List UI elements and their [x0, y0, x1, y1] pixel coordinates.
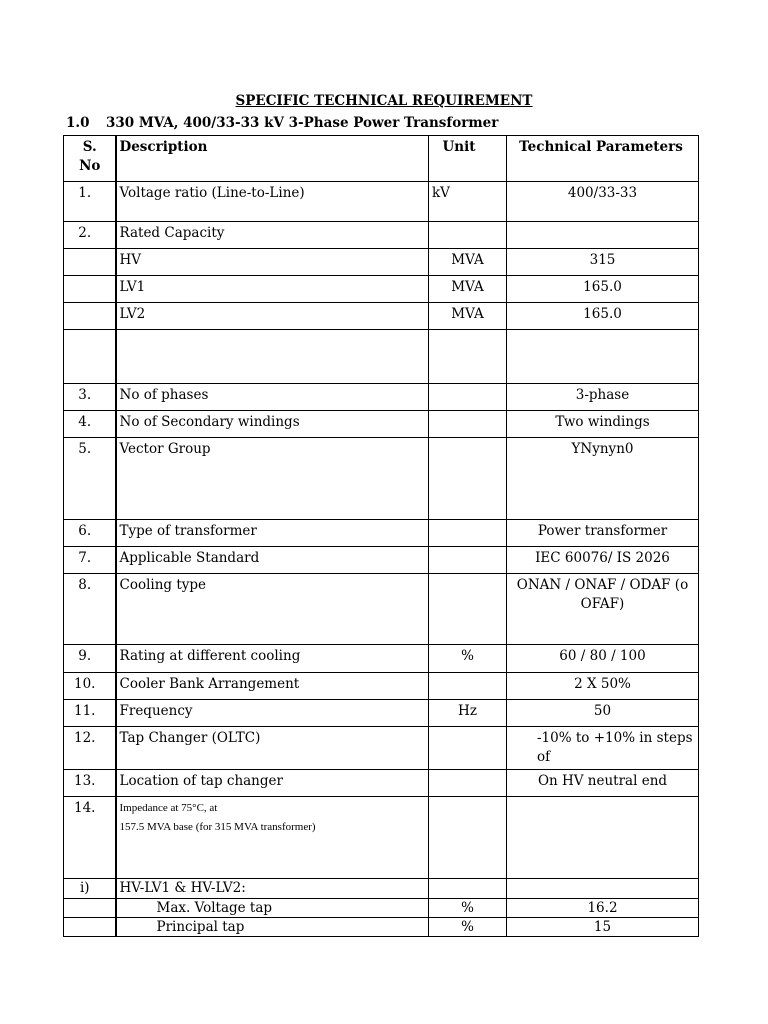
cell-value: 60 / 80 / 100 — [507, 645, 699, 673]
table-row — [64, 411, 699, 438]
cell-value: -10% to +10% in steps of — [507, 727, 699, 770]
cell-description: Location of tap changer — [116, 770, 429, 797]
cell-sno: 13. — [64, 770, 116, 797]
cell-value: IEC 60076/ IS 2026 — [507, 547, 699, 574]
cell-sno: 1. — [64, 182, 116, 222]
table-row — [64, 700, 699, 727]
cell-description: Applicable Standard — [116, 547, 429, 574]
table-header-row — [64, 136, 699, 182]
header-description: Description — [116, 136, 429, 182]
table-row — [64, 574, 699, 645]
cell-sno: 14. — [64, 797, 116, 879]
header-unit: Unit — [429, 136, 507, 182]
cell-value — [507, 797, 699, 879]
cell-description: LV2 — [116, 303, 429, 330]
document-title: SPECIFIC TECHNICAL REQUIREMENT — [235, 93, 533, 109]
cell-description: Cooling type — [116, 574, 429, 645]
cell-value: 50 — [507, 700, 699, 727]
cell-sno — [64, 249, 116, 276]
cell-sno: 10. — [64, 673, 116, 700]
cell-description: Rated Capacity — [116, 222, 429, 249]
cell-value: 15 — [507, 918, 699, 937]
cell-description: Max. Voltage tap — [116, 899, 429, 918]
section-title: 330 MVA, 400/33-33 kV 3-Phase Power Transformer — [106, 115, 499, 131]
cell-unit — [429, 411, 507, 438]
cell-sno: 2. — [64, 222, 116, 249]
cell-sno — [64, 899, 116, 918]
cell-sno: 4. — [64, 411, 116, 438]
table-row — [64, 249, 699, 276]
cell-value: On HV neutral end — [507, 770, 699, 797]
cell-unit — [429, 673, 507, 700]
cell-value: 165.0 — [507, 303, 699, 330]
cell-value: ONAN / ONAF / ODAF (o OFAF) — [507, 574, 699, 645]
cell-value: 2 X 50% — [507, 673, 699, 700]
cell-value: YNynyn0 — [507, 438, 699, 520]
section-heading — [66, 115, 498, 131]
cell-description: LV1 — [116, 276, 429, 303]
cell-description: Frequency — [116, 700, 429, 727]
cell-unit: MVA — [429, 249, 507, 276]
cell-unit: MVA — [429, 303, 507, 330]
cell-sno — [64, 918, 116, 937]
table-row — [64, 673, 699, 700]
cell-value — [507, 222, 699, 249]
cell-unit — [429, 879, 507, 899]
table-row — [64, 645, 699, 673]
cell-value: 3-phase — [507, 384, 699, 411]
cell-description: HV — [116, 249, 429, 276]
table-row — [64, 182, 699, 222]
cell-description: Rating at different cooling — [116, 645, 429, 673]
cell-unit — [429, 438, 507, 520]
cell-sno: 3. — [64, 384, 116, 411]
header-technical-parameters: Technical Parameters — [507, 136, 699, 182]
table-row — [64, 727, 699, 770]
cell-description — [116, 330, 429, 384]
table-row — [64, 797, 699, 879]
cell-sno: 12. — [64, 727, 116, 770]
cell-unit: % — [429, 645, 507, 673]
cell-sno: 8. — [64, 574, 116, 645]
cell-sno: 5. — [64, 438, 116, 520]
cell-description: No of phases — [116, 384, 429, 411]
cell-value: 165.0 — [507, 276, 699, 303]
table-row — [64, 899, 699, 918]
cell-value: Power transformer — [507, 520, 699, 547]
table-row — [64, 330, 699, 384]
cell-unit: % — [429, 899, 507, 918]
table-row — [64, 547, 699, 574]
cell-description: Principal tap — [116, 918, 429, 937]
cell-unit — [429, 330, 507, 384]
cell-value — [507, 330, 699, 384]
cell-unit — [429, 547, 507, 574]
cell-unit: % — [429, 918, 507, 937]
table-row — [64, 770, 699, 797]
table-row — [64, 276, 699, 303]
cell-unit — [429, 770, 507, 797]
cell-unit: kV — [429, 182, 507, 222]
cell-description: HV-LV1 & HV-LV2: — [116, 879, 429, 899]
cell-description: Type of transformer — [116, 520, 429, 547]
cell-value: Two windings — [507, 411, 699, 438]
cell-sno: 6. — [64, 520, 116, 547]
cell-sno: i) — [64, 879, 116, 899]
cell-description: Cooler Bank Arrangement — [116, 673, 429, 700]
table-row — [64, 520, 699, 547]
cell-description: Vector Group — [116, 438, 429, 520]
cell-unit: MVA — [429, 276, 507, 303]
cell-value: 315 — [507, 249, 699, 276]
cell-description: No of Secondary windings — [116, 411, 429, 438]
header-sno: S. No — [64, 136, 116, 182]
cell-value: 400/33-33 — [507, 182, 699, 222]
cell-sno: 7. — [64, 547, 116, 574]
table-row — [64, 918, 699, 937]
cell-description: Voltage ratio (Line-to-Line) — [116, 182, 429, 222]
cell-unit — [429, 797, 507, 879]
cell-unit: Hz — [429, 700, 507, 727]
cell-unit — [429, 384, 507, 411]
cell-sno: 11. — [64, 700, 116, 727]
cell-sno: 9. — [64, 645, 116, 673]
cell-value — [507, 879, 699, 899]
technical-parameters-table — [63, 135, 699, 937]
cell-unit — [429, 727, 507, 770]
table-row — [64, 303, 699, 330]
section-number: 1.0 — [66, 115, 90, 131]
cell-sno — [64, 276, 116, 303]
table-row — [64, 384, 699, 411]
table-row — [64, 438, 699, 520]
cell-sno — [64, 303, 116, 330]
cell-unit — [429, 520, 507, 547]
cell-description: Impedance at 75°C, at 157.5 MVA base (for 315 MVA transformer) — [116, 797, 429, 879]
cell-value: 16.2 — [507, 899, 699, 918]
cell-sno — [64, 330, 116, 384]
table-row — [64, 879, 699, 899]
cell-unit — [429, 222, 507, 249]
cell-description: Tap Changer (OLTC) — [116, 727, 429, 770]
cell-unit — [429, 574, 507, 645]
table-row — [64, 222, 699, 249]
